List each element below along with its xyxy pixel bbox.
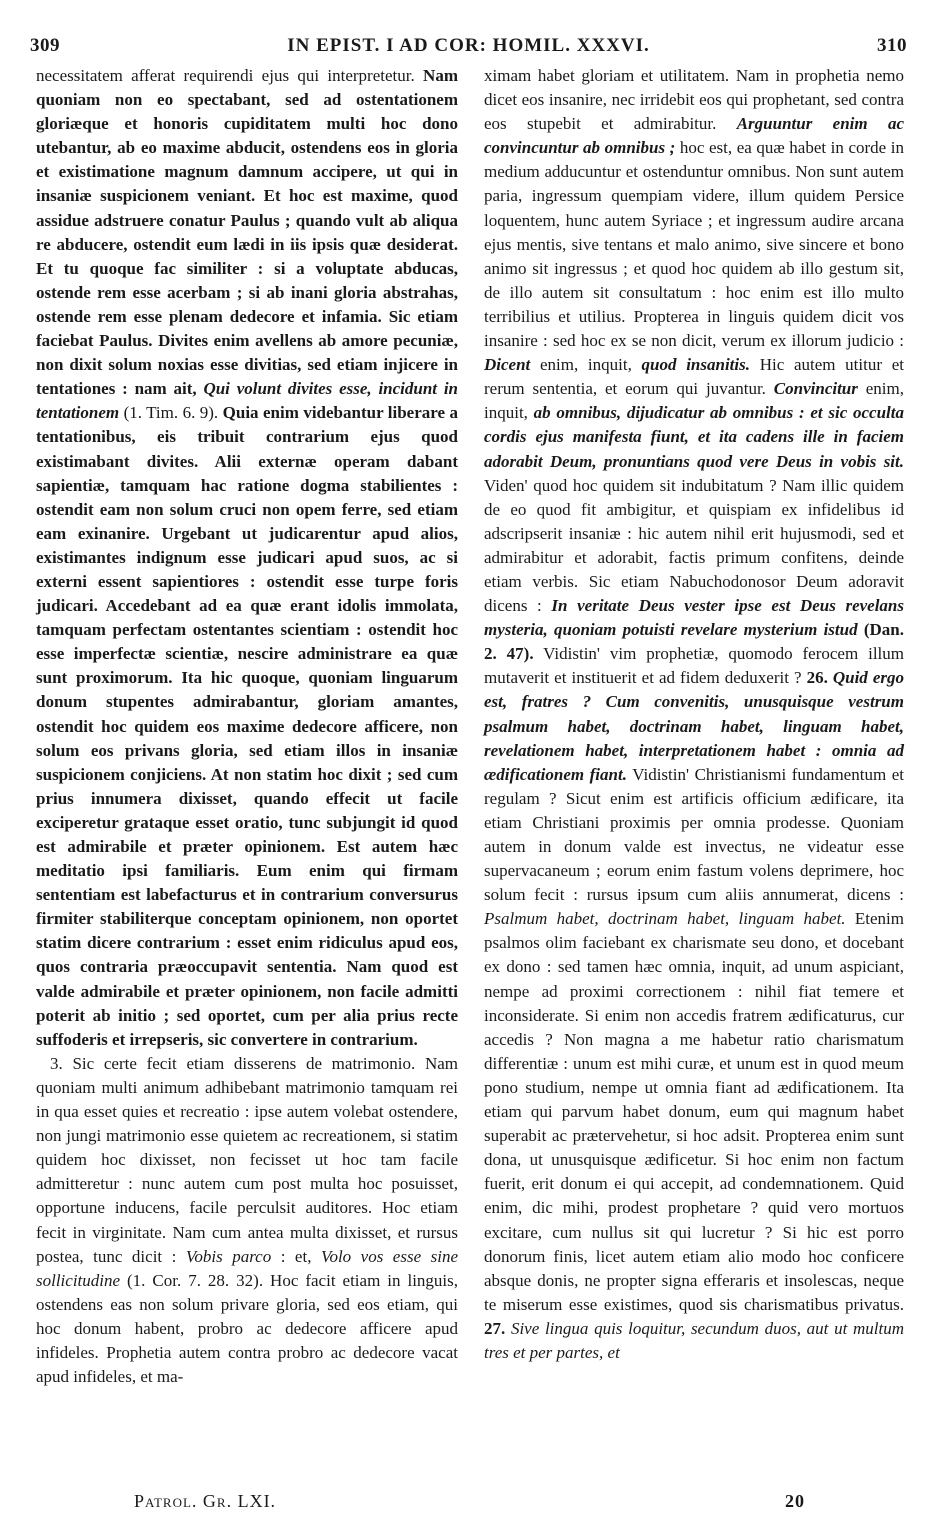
scripture-quote: Qui volunt divites esse, incidunt in tentationem bbox=[36, 379, 458, 423]
right-page-number: 310 bbox=[876, 35, 907, 56]
scripture-quote: ab omnibus, dijudicatur ab omnibus : et sic occulta cordis ejus manifesta fiunt, et ita cadens ille in faciem adorabit Deum, pronuntians quod vere Deus in vobis sit. bbox=[484, 403, 904, 471]
scripture-quote: Arguuntur enim ac convincuntur ab omnibus ; bbox=[484, 114, 904, 158]
left-column bbox=[36, 64, 458, 1389]
paragraph bbox=[484, 64, 904, 1365]
text-run: Accedebant ad ea quæ erant idolis immolata, tamquam perfectam ostentantes scientiam : ostendit hoc esse imperfectæ scientiæ, nescire administrare ea quæ sunt proximorum. bbox=[36, 596, 458, 688]
section-number: 3. bbox=[50, 1053, 63, 1073]
text-run: necessitatem afferat requirendi ejus qui interpretetur. bbox=[36, 66, 415, 85]
paragraph bbox=[36, 64, 458, 1052]
text-run: enim, inquit, bbox=[484, 379, 904, 423]
text-run: Vidistin' vim prophetiæ, quomodo ferocem illum mutaverit et instituerit et ad fidem deduxerit ? bbox=[484, 644, 904, 688]
text-run: ximam habet gloriam et utilitatem. Nam in prophetia nemo dicet eos insanire, nec irridebit eos qui prophetant, sed contra eos stupebit et admirabitur. bbox=[484, 66, 904, 134]
text-run: Divites enim avellens ab amore pecuniæ, non dixit solum noxias esse divitias, sed etiam injicere in tentationes : nam ait, bbox=[36, 331, 458, 399]
text-run: Sic etiam faciebat Paulus. bbox=[36, 306, 458, 351]
scripture-quote: Vobis parco bbox=[185, 1246, 272, 1266]
scripture-reference: (1. Tim. 6. 9). bbox=[119, 403, 219, 423]
text-run: Et tu quoque fac similiter : si a voluptate abducas, ostende rem esse acerbam ; si ab inani gloria abstrahas, ostende rem esse plenam dedecore et infamia. bbox=[36, 258, 458, 326]
text-run: Est autem hæc meditatio ipsi familiaris. bbox=[36, 837, 458, 881]
text-run: At non statim hoc dixit ; sed cum prius innumera dixisset, quando effecit ut facile exciperetur grataque esset oratio, tunc subjungit id quod est admirabile et præter opinionem. bbox=[36, 764, 459, 856]
scripture-reference: (Dan. 2. 47). bbox=[484, 620, 904, 664]
text-run: Urgebant ut judicarentur apud alios, existimantes indignum esse judicari apud suos, ac si externi essent sapientiores : ostendit esse turpe foris judicari. bbox=[36, 523, 458, 616]
text-run: Quia enim videbantur liberare a tentationibus, eis tribuit contrarium ejus quod existimabant divites. bbox=[36, 403, 458, 471]
scripture-quote: Volo vos esse sine sollicitudine bbox=[36, 1246, 458, 1290]
text-run: Ita hic quoque, quoniam linguarum donum stupentes admirabantur, gloriam amantes, ostendit hoc quidem eos maxime dedecore afficere, non solum eos privans gloria, sed etiam illos in insaniæ suspicionem conjiciens. bbox=[36, 668, 458, 784]
footer-signature-number: 20 bbox=[785, 1491, 805, 1511]
text-run: hoc est, ea quæ habet in corde in medium adducuntur et ostenduntur omnibus. Non sunt autem paria, ingressum quempiam videre, illum quidem Persice loquentem, hunc autem Syriace ; et ingressum audire arcana ejus mentis, sive tentans et malo animo, sive sincere et bono animo sit ingressus ; et quod hoc quidem ab illo gestum sit, de illo autem sit consultatum : hoc enim est illo multo terribilius et utilius. Propterea in linguis quidem dicit vos insanire : sed hoc ex se non dicit, verum ex illorum judicio : bbox=[484, 138, 904, 351]
scripture-quote: Sive lingua quis loquitur, secundum duos, aut ut multum tres et per partes, et bbox=[484, 1318, 904, 1362]
verse-number: 27. bbox=[484, 1318, 506, 1338]
text-run: Alii externæ operam dabant sapientiæ, tamquam hac ratione dogma stabilientes : ostendit eam non solum cruci non opem ferre, sed etiam eam exinanire. bbox=[36, 451, 458, 543]
verse-number: 26. bbox=[806, 668, 828, 688]
text-run: : et, bbox=[271, 1246, 321, 1266]
text-run: Viden' quod hoc quidem sit indubitatum ? Nam illic quidem de eo quod fit ambigitur, et quispiam ex infidelibus id adscripserit insaniæ : hic autem nihil erit hujusmodi, sed et admirabitur et adorabit, factis primum confitens, deinde etiam verbis. Sic etiam Nabuchodonosor Deum adoravit dicens : bbox=[484, 475, 904, 616]
text-run: Nam quod est valde admirabile et præter opinionem, non facile admitti poterit ab initio ; sed oportet, cum per alia prius recte suffoderis et irrepseris, sic convertere in contrarium. bbox=[36, 957, 459, 1049]
scripture-quote: quod insanitis. bbox=[641, 355, 750, 375]
scripture-quote: Quid ergo est, fratres ? Cum convenitis, unusquisque vestrum psalmum habet, doctrinam habet, linguam habet, revelationem habet, interpretationem habet : omnia ad ædificationem fiant. bbox=[484, 668, 904, 784]
text-run: Et hoc est maxime, quod assidue adstruere conatur Paulus ; quando vult ab aliqua re abducere, ostendit eum lædi in iis ipsis quæ desiderat. bbox=[36, 186, 458, 254]
right-column bbox=[484, 64, 904, 1365]
scripture-quote: Convincitur bbox=[773, 379, 858, 399]
scripture-reference: (1. Cor. 7. 28. 32). bbox=[120, 1270, 264, 1290]
scripture-quote: Psalmum habet, doctrinam habet, linguam habet. bbox=[484, 909, 846, 929]
running-title: IN EPIST. I AD COR: HOMIL. XXXVI. bbox=[287, 35, 650, 56]
running-header bbox=[30, 34, 907, 58]
scripture-quote: In veritate Deus vester ipse est Deus revelans mysteria, quoniam potuisti revelare mysterium istud bbox=[484, 596, 905, 640]
scripture-quote: Dicent bbox=[484, 355, 531, 375]
text-run: Nam quoniam non eo spectabant, sed ad ostentationem gloriæque et honoris cupiditatem multi hoc dono utebantur, ab eo maxime abducit, ostendens eos in gloria et existimatione magnum damnum accipere, ut qui in insaniæ suspicionem veniant. bbox=[36, 66, 458, 206]
text-run: Vidistin' Christianismi fundamentum et regulam ? Sicut enim est artificis officium ædificare, ita etiam Christiani proximis per omnia prodesse. Quoniam autem in donum valde est invectus, ne videatur esse supervacaneum ; eorum enim fastum volens deprimere, hoc solum fecit : rursus ipsum cum aliis annumerat, dicens : bbox=[484, 764, 904, 905]
paragraph bbox=[36, 1052, 458, 1389]
footer-signature: Patrol. Gr. LXI. bbox=[134, 1491, 277, 1511]
text-run: Eum enim qui firmam sententiam est labefacturus et in contrarium conversurus firmiter stabiliterque conceptam opinionem, non oportet statim dicere contrarium : esset enim ridiculus apud eos, quos contraria præoccupavit sententia. bbox=[36, 861, 458, 977]
text-run: Hoc facit etiam in linguis, ostendens eas non solum privare gloria, sed eos etiam, qui hoc donum habent, probro ac dedecore afficere apud infideles. Prophetia autem contra probro ac dedecore vacat apud infideles, et ma- bbox=[36, 1270, 458, 1387]
left-page-number: 309 bbox=[30, 35, 60, 56]
text-run: enim, inquit, bbox=[530, 355, 642, 375]
text-run: Etenim psalmos olim faciebant ex charismate seu dono, et docebant ex dono : sed tamen hæc omnia, inquit, ad unum aspiciant, nempe ad proximi correctionem : nihil fiat temere et inconsiderate. Si enim non accedis fratrem ædificaturus, cur accedis ? Non magna a me habetur ratio charismatum differentiæ : unum est mihi curæ, et unum est in quod meum pono studium, nempe ut omnia fiant ad ædificationem. Ita etiam qui parvum habet donum, eum qui magnum habet superabit ac prætervehetur, si hoc adsit. Propterea enim sunt dona, ut unusquisque ædificetur. Si hoc enim non factum fuerit, erit donum ei qui accepit, ad condemnationem. Quid enim, dic mihi, prodest prophetare ? quid vero mortuos excitare, cum nullus sit qui lucretur ? Si hic est porro donorum finis, licet autem etiam alio modo hoc conficere absque donis, ne propter signa efferaris et insolescas, neque te miserum esse existimes, quod sis charismatibus privatus. bbox=[484, 909, 904, 1314]
text-run: Sic certe fecit etiam disserens de matrimonio. Nam quoniam multi animum adhibebant matrimonio tamquam rei in qua esset quies et recreatio : ipse autem volebat ostendere, non jungi matrimonio esse quietem ac recreationem, si statim quidem hoc dixisset, non fecisset ut hoc tam facile admitteretur : nunc autem cum post multa hoc posuisset, opportune inducens, facile perculsit auditores. Hoc etiam fecit in virginitate. Nam cum antea multa dixisset, et rursus postea, tunc dicit : bbox=[36, 1053, 458, 1266]
text-run: Hic autem utitur et rerum sententia, et eorum qui juvantur. bbox=[484, 355, 904, 399]
